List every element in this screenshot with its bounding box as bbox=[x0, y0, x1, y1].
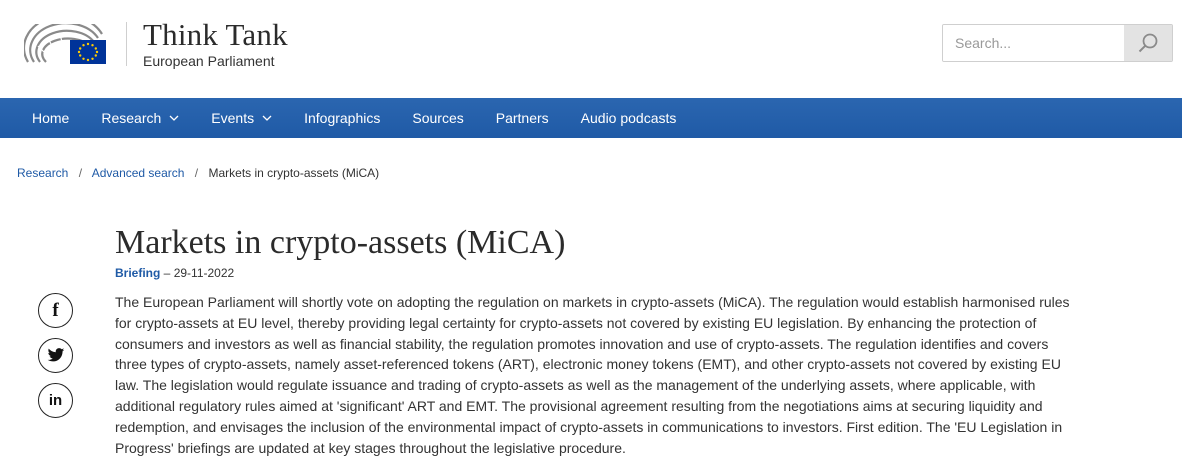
share-linkedin-button[interactable] bbox=[38, 383, 73, 418]
publication-type-link[interactable]: Briefing bbox=[115, 266, 161, 280]
breadcrumb bbox=[17, 166, 379, 180]
twitter-icon bbox=[47, 348, 65, 363]
search-input[interactable] bbox=[943, 25, 1124, 61]
share-facebook-button[interactable] bbox=[38, 293, 73, 328]
nav-item-audio-podcasts[interactable] bbox=[565, 98, 693, 138]
site-header bbox=[0, 0, 1182, 98]
search-button[interactable] bbox=[1124, 25, 1172, 61]
chevron-down-icon bbox=[262, 113, 272, 123]
article-meta bbox=[115, 266, 234, 280]
main-nav bbox=[0, 98, 1182, 138]
site-subtitle: European Parliament bbox=[143, 53, 275, 69]
nav-item-label: Events bbox=[211, 110, 255, 126]
nav-item-label: Home bbox=[32, 110, 70, 126]
linkedin-icon: in bbox=[48, 392, 63, 409]
breadcrumb-link-research[interactable]: Research bbox=[17, 166, 69, 180]
nav-item-sources[interactable] bbox=[396, 98, 479, 138]
nav-item-research[interactable] bbox=[85, 98, 195, 138]
logo-divider bbox=[126, 22, 127, 66]
publication-date: 29-11-2022 bbox=[173, 266, 235, 280]
nav-item-label: Audio podcasts bbox=[580, 110, 677, 126]
nav-item-label: Partners bbox=[495, 110, 549, 126]
site-title[interactable]: Think Tank bbox=[143, 17, 288, 52]
european-parliament-logo[interactable] bbox=[24, 24, 108, 66]
search-icon bbox=[1137, 32, 1159, 54]
date-separator: – bbox=[160, 266, 174, 280]
nav-item-label: Sources bbox=[412, 110, 464, 126]
chevron-down-icon bbox=[169, 113, 179, 123]
nav-item-label: Infographics bbox=[304, 110, 381, 126]
breadcrumb-separator: / bbox=[78, 166, 83, 180]
search-box bbox=[942, 24, 1173, 62]
breadcrumb-separator: / bbox=[194, 166, 199, 180]
breadcrumb-link-advanced-search[interactable]: Advanced search bbox=[91, 166, 185, 180]
nav-item-infographics[interactable] bbox=[288, 98, 396, 138]
nav-item-partners[interactable] bbox=[480, 98, 565, 138]
article-abstract: The European Parliament will shortly vote on adopting the regulation on markets in crypto-assets (MiCA). The regulation would establish harmonised rules for crypto-assets at EU level, thereby providing legal certainty for crypto-assets not covered by existing EU legislation. By enhancing the protection of consumers and investors as well as financial stability, the regulation promotes innovation and use of crypto-assets. The regulation identifies and covers three types of crypto-assets, namely asset-referenced tokens (ART), electronic money tokens (EMT), and other crypto-assets not covered by existing EU law. The legislation would regulate issuance and trading of crypto-assets as well as the management of the underlying assets, where applicable, with additional regulatory rules aimed at 'significant' ART and EMT. The provisional agreement resulting from the negotiations aims at securing liquidity and redemption, and envisages the inclusion of the environmental impact of crypto-assets in communications to investors. First edition. The 'EU Legislation in Progress' briefings are updated at key stages throughout the legislative procedure. bbox=[115, 294, 1070, 456]
page-title: Markets in crypto-assets (MiCA) bbox=[115, 224, 566, 261]
nav-item-home[interactable] bbox=[16, 98, 85, 138]
nav-item-label: Research bbox=[101, 110, 162, 126]
facebook-icon: f bbox=[52, 299, 59, 321]
breadcrumb-current: Markets in crypto-assets (MiCA) bbox=[208, 166, 380, 180]
nav-item-events[interactable] bbox=[195, 98, 288, 138]
share-twitter-button[interactable] bbox=[38, 338, 73, 373]
